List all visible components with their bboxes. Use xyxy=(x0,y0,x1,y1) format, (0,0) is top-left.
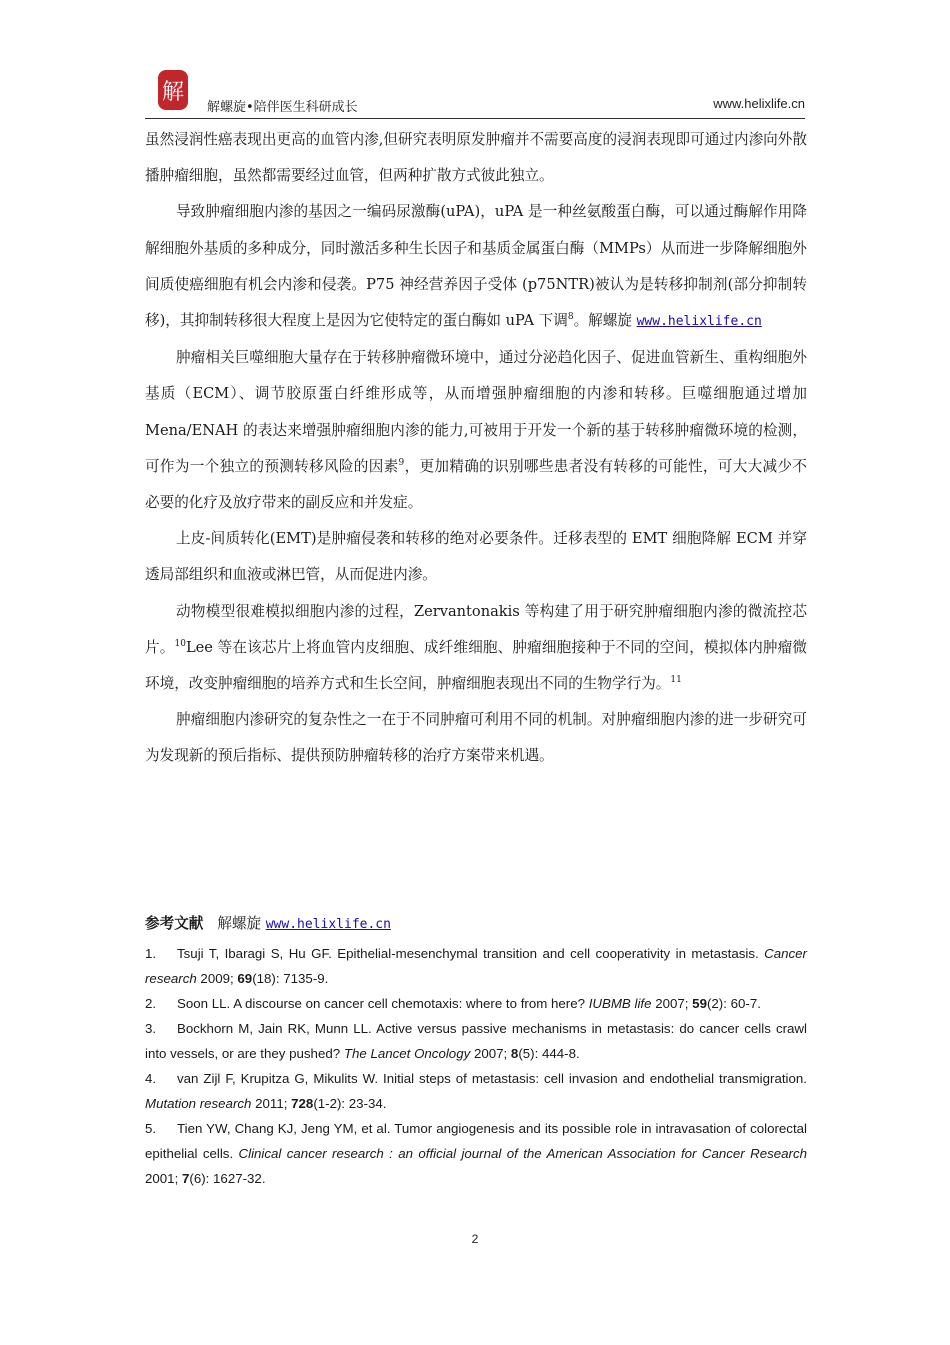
article-body xyxy=(145,122,807,775)
citation-8: 8 xyxy=(567,312,574,323)
references-heading: 参考文献 解螺旋 www.helixlife.cn xyxy=(145,915,391,932)
page-number: 2 xyxy=(471,1232,479,1246)
header-divider xyxy=(145,118,805,119)
reference-list xyxy=(145,941,807,1191)
page-header xyxy=(145,60,805,120)
helixlife-logo-icon xyxy=(155,66,191,114)
helixlife-link[interactable]: www.helixlife.cn xyxy=(636,314,762,330)
paragraph-2: 导致肿瘤细胞内渗的基因之一编码尿激酶(uPA)，uPA 是一种丝氨酸蛋白酶，可以通过酶解作用降解细胞外基质的多种成分，同时激活多种生长因子和基质金属蛋白酶（MMPs）从而进一步降解细胞外间质使癌细胞有机会内渗和侵袭。P75 神经营养因子受体 (p75NTR)被认为是转移抑制剂(部分抑制转移)，其抑制转移很大程度上是因为它使特定的蛋白酶如 uPA 下调$^8$。解螺旋 www.helixlife.cn xyxy=(145,203,807,330)
reference-item: 4. van Zijl F, Krupitza G, Mikulits W. Initial steps of metastasis: cell invasion and endothelial transmigration. Mutation research 2011; 728(1-2): 23-34. xyxy=(145,1071,807,1111)
paragraph-5: 动物模型很难模拟细胞内渗的过程，Zervantonakis 等构建了用于研究肿瘤细胞内渗的微流控芯片。$^{10}$Lee 等在该芯片上将血管内皮细胞、成纤维细胞、肿瘤细胞接种于不同的空间，模拟体内肿瘤微环境，改变肿瘤细胞的培养方式和生长空间，肿瘤细胞表现出不同的生物学行为。$^{11}$ xyxy=(145,602,807,693)
citation-11: 11 xyxy=(670,675,682,686)
paragraph-4: 上皮-间质转化(EMT)是肿瘤侵袭和转移的绝对必要条件。迁移表型的 EMT 细胞降解 ECM 并穿透局部组织和血液或淋巴管，从而促进内渗。 xyxy=(145,530,807,584)
reference-item: 2. Soon LL. A discourse on cancer cell chemotaxis: where to from here? IUBMB life 2007; 59(2): 60-7. xyxy=(145,996,761,1011)
references-helixlife-link[interactable]: www.helixlife.cn xyxy=(265,917,391,932)
header-tagline: 解螺旋•陪伴医生科研成长 xyxy=(207,100,358,115)
reference-item: 1. Tsuji T, Ibaragi S, Hu GF. Epithelial-mesenchymal transition and cell cooperativity in metastasis. Cancer research 2009; 69(18): 7135-9. xyxy=(145,946,807,986)
references-section xyxy=(145,910,807,1191)
paragraph-6: 肿瘤细胞内渗研究的复杂性之一在于不同肿瘤可利用不同的机制。对肿瘤细胞内渗的进一步研究可为发现新的预后指标、提供预防肿瘤转移的治疗方案带来机遇。 xyxy=(145,711,807,765)
svg-text:解: 解 xyxy=(161,80,185,105)
reference-item: 3. Bockhorn M, Jain RK, Munn LL. Active versus passive mechanisms in metastasis: do cancer cells crawl into vessels, or are they pushed? The Lancet Oncology 2007; 8(5): 444-8. xyxy=(145,1021,807,1061)
paragraph-1: 虽然浸润性癌表现出更高的血管内渗,但研究表明原发肿瘤并不需要高度的浸润表现即可通过内渗向外散播肿瘤细胞，虽然都需要经过血管，但两种扩散方式彼此独立。 xyxy=(145,131,807,185)
header-website[interactable]: www.helixlife.cn xyxy=(713,96,805,111)
reference-item: 5. Tien YW, Chang KJ, Jeng YM, et al. Tumor angiogenesis and its possible role in intravasation of colorectal epithelial cells. Clinical cancer research : an official journal of the American Association for Cancer Research 2001; 7(6): 1627-32. xyxy=(145,1121,807,1186)
paragraph-3: 肿瘤相关巨噬细胞大量存在于转移肿瘤微环境中，通过分泌趋化因子、促进血管新生、重构细胞外基质（ECM）、调节胶原蛋白纤维形成等，从而增强肿瘤细胞的内渗和转移。巨噬细胞通过增加 Mena/ENAH 的表达来增强肿瘤细胞内渗的能力,可被用于开发一个新的基于转移肿瘤微环境的检测，可作为一个独立的预测转移风险的因素$^9$，更加精确的识别哪些患者没有转移的可能性，可大大减少不必要的化疗及放疗带来的副反应和并发症。 xyxy=(145,349,807,512)
citation-9: 9 xyxy=(398,457,405,468)
citation-10: 10 xyxy=(174,638,186,649)
